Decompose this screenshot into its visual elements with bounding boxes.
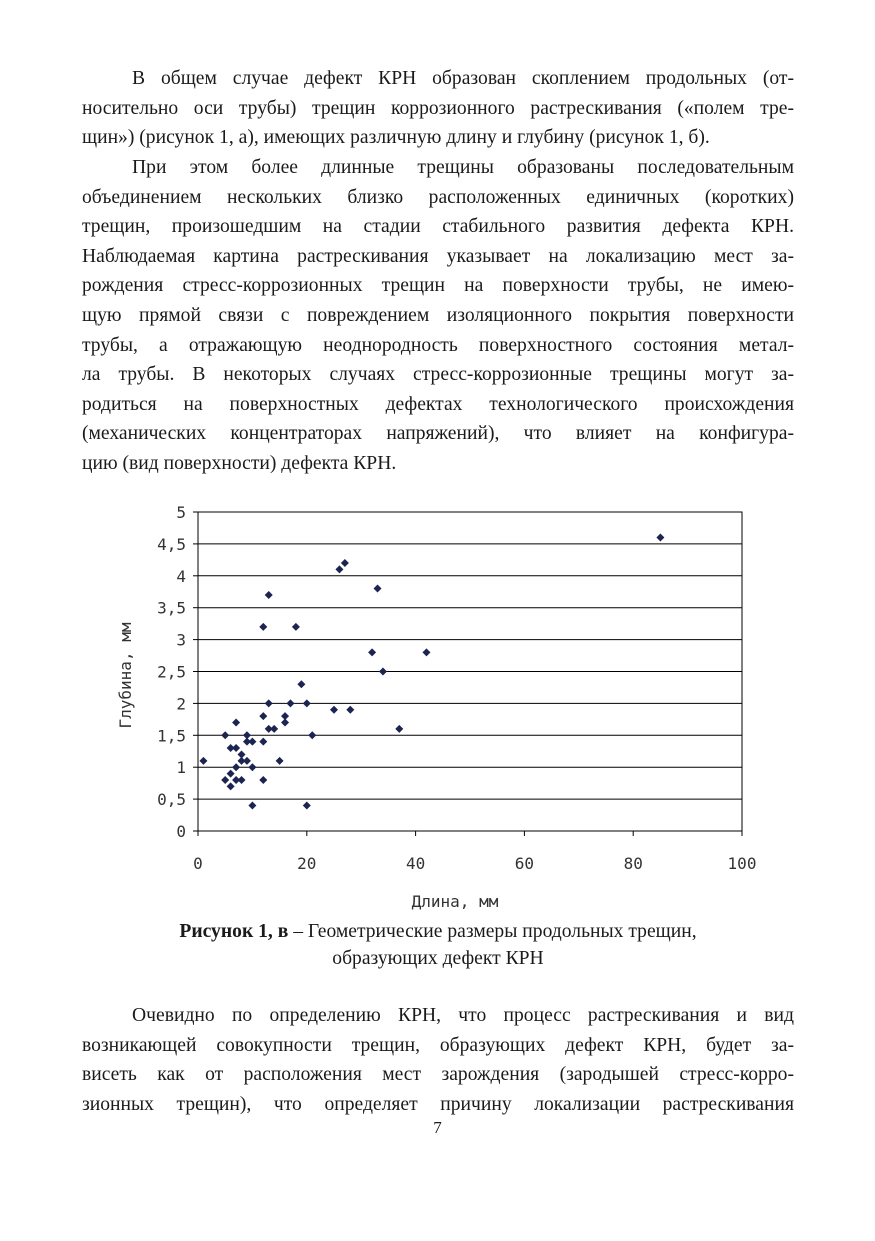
- data-point: [232, 719, 240, 727]
- data-point: [227, 770, 235, 778]
- y-tick-label: 3: [176, 630, 186, 650]
- x-tick-label: 100: [727, 854, 757, 873]
- data-point: [308, 731, 316, 739]
- text-line: Наблюдаемая картина растрескивания указывает на локализацию мест за-: [82, 245, 794, 267]
- y-tick-label: 4,5: [157, 534, 186, 554]
- x-tick-label: 80: [623, 854, 643, 873]
- text-line: В общем случае дефект КРН образован скоплением продольных (от-: [132, 68, 794, 89]
- data-point: [303, 699, 311, 707]
- data-point: [238, 750, 246, 758]
- text-line: висеть как от расположения мест зарождения (зародышей стресс-корро-: [82, 1064, 794, 1086]
- data-point: [238, 776, 246, 784]
- y-tick-label: 4: [176, 566, 186, 586]
- paragraph-1: [82, 64, 794, 153]
- y-tick-label: 5: [176, 503, 186, 522]
- paragraph-2: [82, 153, 794, 479]
- data-point: [286, 699, 294, 707]
- x-axis-title: Длина, мм: [411, 892, 499, 911]
- data-point: [422, 648, 430, 656]
- data-point: [221, 731, 229, 739]
- text-line: трещин, произошедшим на стадии стабильного развития дефекта КРН.: [82, 216, 794, 238]
- data-point: [270, 725, 278, 733]
- data-point: [335, 565, 343, 573]
- text-line: щин») (рисунок 1, а), имеющих различную длину и глубину (рисунок 1, б).: [82, 127, 710, 149]
- data-point: [292, 623, 300, 631]
- text-line: При этом более длинные трещины образованы последовательным: [132, 157, 794, 178]
- text-line: объединением нескольких близко расположенных единичных (коротких): [82, 186, 794, 208]
- data-point: [248, 801, 256, 809]
- caption-text-1: – Геометрические размеры продольных трещин,: [288, 921, 697, 942]
- scatter-chart: [100, 498, 780, 918]
- paragraph-3: [82, 1001, 794, 1119]
- y-tick-label: 2,5: [157, 662, 186, 682]
- data-point: [259, 776, 267, 784]
- data-point: [265, 591, 273, 599]
- data-point: [395, 725, 403, 733]
- page-number: 7: [433, 1118, 442, 1137]
- text-line: родиться на поверхностных дефектах технологического происхождения: [82, 393, 794, 415]
- data-point: [330, 706, 338, 714]
- y-axis-title: Глубина, мм: [116, 622, 135, 729]
- data-point: [265, 699, 273, 707]
- x-tick-label: 60: [514, 854, 535, 873]
- data-point: [297, 680, 305, 688]
- caption-label: Рисунок 1, в: [179, 921, 289, 942]
- text-line: Очевидно по определению КРН, что процесс растрескивания и вид: [132, 1005, 794, 1026]
- x-tick-label: 0: [193, 854, 203, 873]
- data-point: [374, 585, 382, 593]
- data-point: [259, 712, 267, 720]
- data-point: [341, 559, 349, 567]
- data-point: [368, 648, 376, 656]
- data-point: [276, 757, 284, 765]
- data-point: [281, 712, 289, 720]
- data-point: [656, 534, 664, 542]
- figure-caption: [82, 918, 794, 972]
- text-line: (механических концентраторах напряжений), что влияет на конфигура-: [82, 423, 794, 445]
- text-line: зионных трещин), что определяет причину локализации растрескивания: [82, 1093, 794, 1115]
- data-point: [243, 731, 251, 739]
- data-point: [379, 668, 387, 676]
- data-point: [303, 801, 311, 809]
- data-point: [227, 782, 235, 790]
- y-tick-label: 2: [176, 694, 186, 714]
- data-point: [259, 623, 267, 631]
- x-tick-label: 40: [405, 854, 426, 873]
- text-line: рождения стресс-коррозионных трещин на поверхности трубы, не имею-: [82, 275, 794, 297]
- y-tick-label: 3,5: [157, 598, 186, 618]
- y-tick-label: 0,5: [157, 790, 186, 810]
- y-tick-label: 0: [176, 822, 186, 841]
- caption-text-2: образующих дефект КРН: [332, 948, 544, 969]
- text-line: трубы, а отражающую неоднородность поверхностного состояния метал-: [82, 334, 794, 356]
- y-tick-label: 1: [176, 758, 186, 778]
- data-point: [232, 744, 240, 752]
- data-point: [259, 738, 267, 746]
- text-line: щую прямой связи с повреждением изоляционного покрытия поверхности: [82, 304, 794, 326]
- data-point: [346, 706, 354, 714]
- y-tick-label: 1,5: [157, 726, 186, 746]
- data-point: [232, 763, 240, 771]
- x-tick-label: 20: [297, 854, 317, 873]
- data-point: [221, 776, 229, 784]
- data-point: [248, 763, 256, 771]
- data-point: [248, 738, 256, 746]
- text-line: цию (вид поверхности) дефекта КРН.: [82, 452, 397, 474]
- text-line: ла трубы. В некоторых случаях стресс-коррозионные трещины могут за-: [82, 364, 794, 386]
- text-line: возникающей совокупности трещин, образующих дефект КРН, будет за-: [82, 1034, 794, 1056]
- chart-svg: [100, 498, 780, 918]
- text-line: носительно оси трубы) трещин коррозионного растрескивания («полем тре-: [82, 97, 794, 119]
- data-point: [199, 757, 207, 765]
- data-point: [243, 757, 251, 765]
